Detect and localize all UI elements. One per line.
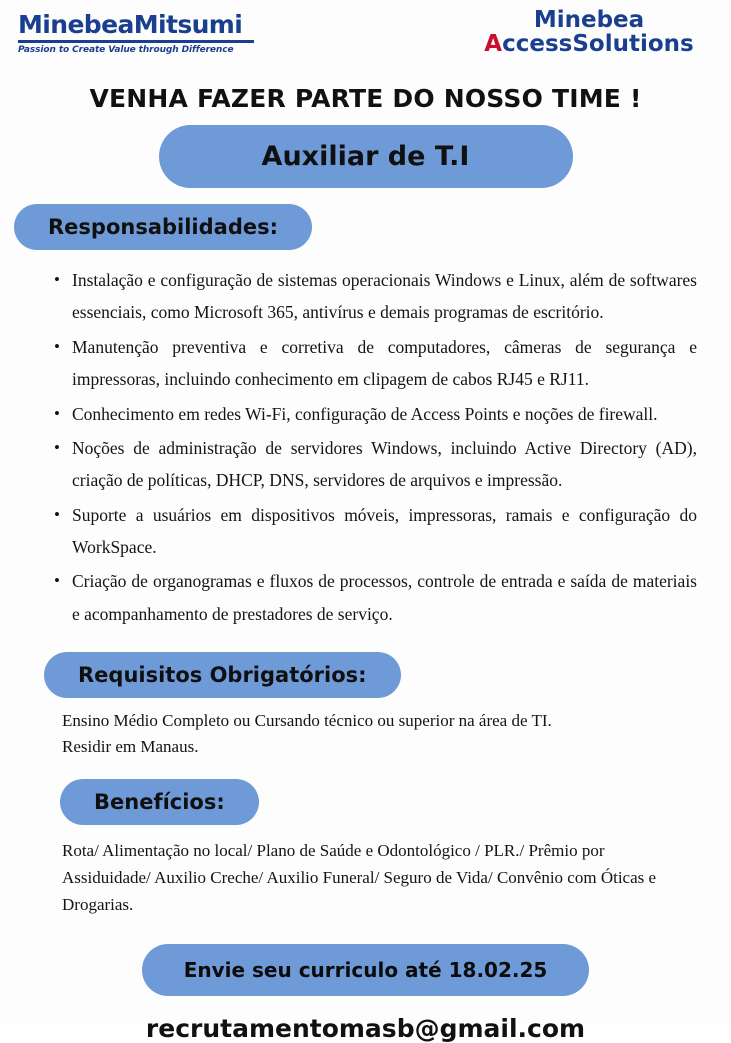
list-item: • Criação de organogramas e fluxos de processos, controle de entrada e saída de materiais e acompanhamento de prestadores de serviço.	[52, 565, 697, 630]
responsibilities-list	[52, 264, 697, 630]
logo-text-mitsumi: Mitsumi	[133, 10, 243, 39]
requirements-line-1: Ensino Médio Completo ou Cursando técnico ou superior na área de TI.	[62, 711, 552, 731]
list-item: • Conhecimento em redes Wi-Fi, configuração de Access Points e noções de firewall.	[52, 398, 697, 430]
requirements-line-2: Residir em Manaus.	[62, 737, 199, 757]
responsibilities-heading: Responsabilidades:	[14, 204, 312, 250]
requirements-text	[62, 708, 691, 761]
list-item: • Instalação e configuração de sistemas operacionais Windows e Linux, além de softwares essenciais, como Microsoft 365, antivírus e demais programas de escritório.	[52, 264, 697, 329]
accesssolutions-rest: ccessSolutions	[502, 31, 694, 58]
benefits-heading: Benefícios:	[60, 779, 259, 825]
benefits-heading-wrap	[60, 779, 731, 825]
list-item: • Noções de administração de servidores Windows, incluindo Active Directory (AD), criação de políticas, DHCP, DNS, servidores de arquivos e impressão.	[52, 432, 697, 497]
contact-email[interactable]: recrutamentomasb@gmail.com	[145, 1014, 586, 1043]
benefits-text: Rota/ Alimentação no local/ Plano de Saúde e Odontológico / PLR./ Prêmio por Assiduidade/ Auxilio Creche/ Auxilio Funeral/ Seguro de Vida/ Convênio com Óticas e Drogarias.	[62, 840, 657, 915]
list-item: • Suporte a usuários em dispositivos móveis, impressoras, ramais e configuração do WorkSpace.	[52, 499, 697, 564]
accesssolutions-line2	[459, 32, 719, 56]
submit-resume-cta[interactable]: Envie seu curriculo até 18.02.25	[142, 944, 590, 996]
job-title-container	[0, 125, 731, 188]
accesssolutions-initial-a: A	[484, 31, 503, 58]
minebeamitsumi-wordmark	[18, 12, 268, 37]
logo-tagline: Passion to Create Value through Difference	[18, 45, 234, 55]
requirements-heading-wrap	[44, 652, 731, 698]
cta-container	[0, 944, 731, 996]
requirements-heading: Requisitos Obrigatórios:	[44, 652, 401, 698]
minebea-accesssolutions-logo	[459, 8, 719, 56]
list-item: • Manutenção preventiva e corretiva de computadores, câmeras de segurança e impressoras, incluindo conhecimento em clipagem de cabos RJ45 e RJ11.	[52, 331, 697, 396]
logo-divider	[18, 40, 254, 43]
minebeamitsumi-logo	[18, 12, 268, 55]
job-title-pill: Auxiliar de T.I	[159, 125, 573, 188]
page-title: VENHA FAZER PARTE DO NOSSO TIME !	[89, 84, 642, 113]
logo-text-minebea: Minebea	[18, 10, 134, 39]
header	[0, 0, 731, 78]
responsibilities-heading-wrap	[14, 204, 731, 250]
accesssolutions-line1: Minebea	[533, 7, 645, 33]
